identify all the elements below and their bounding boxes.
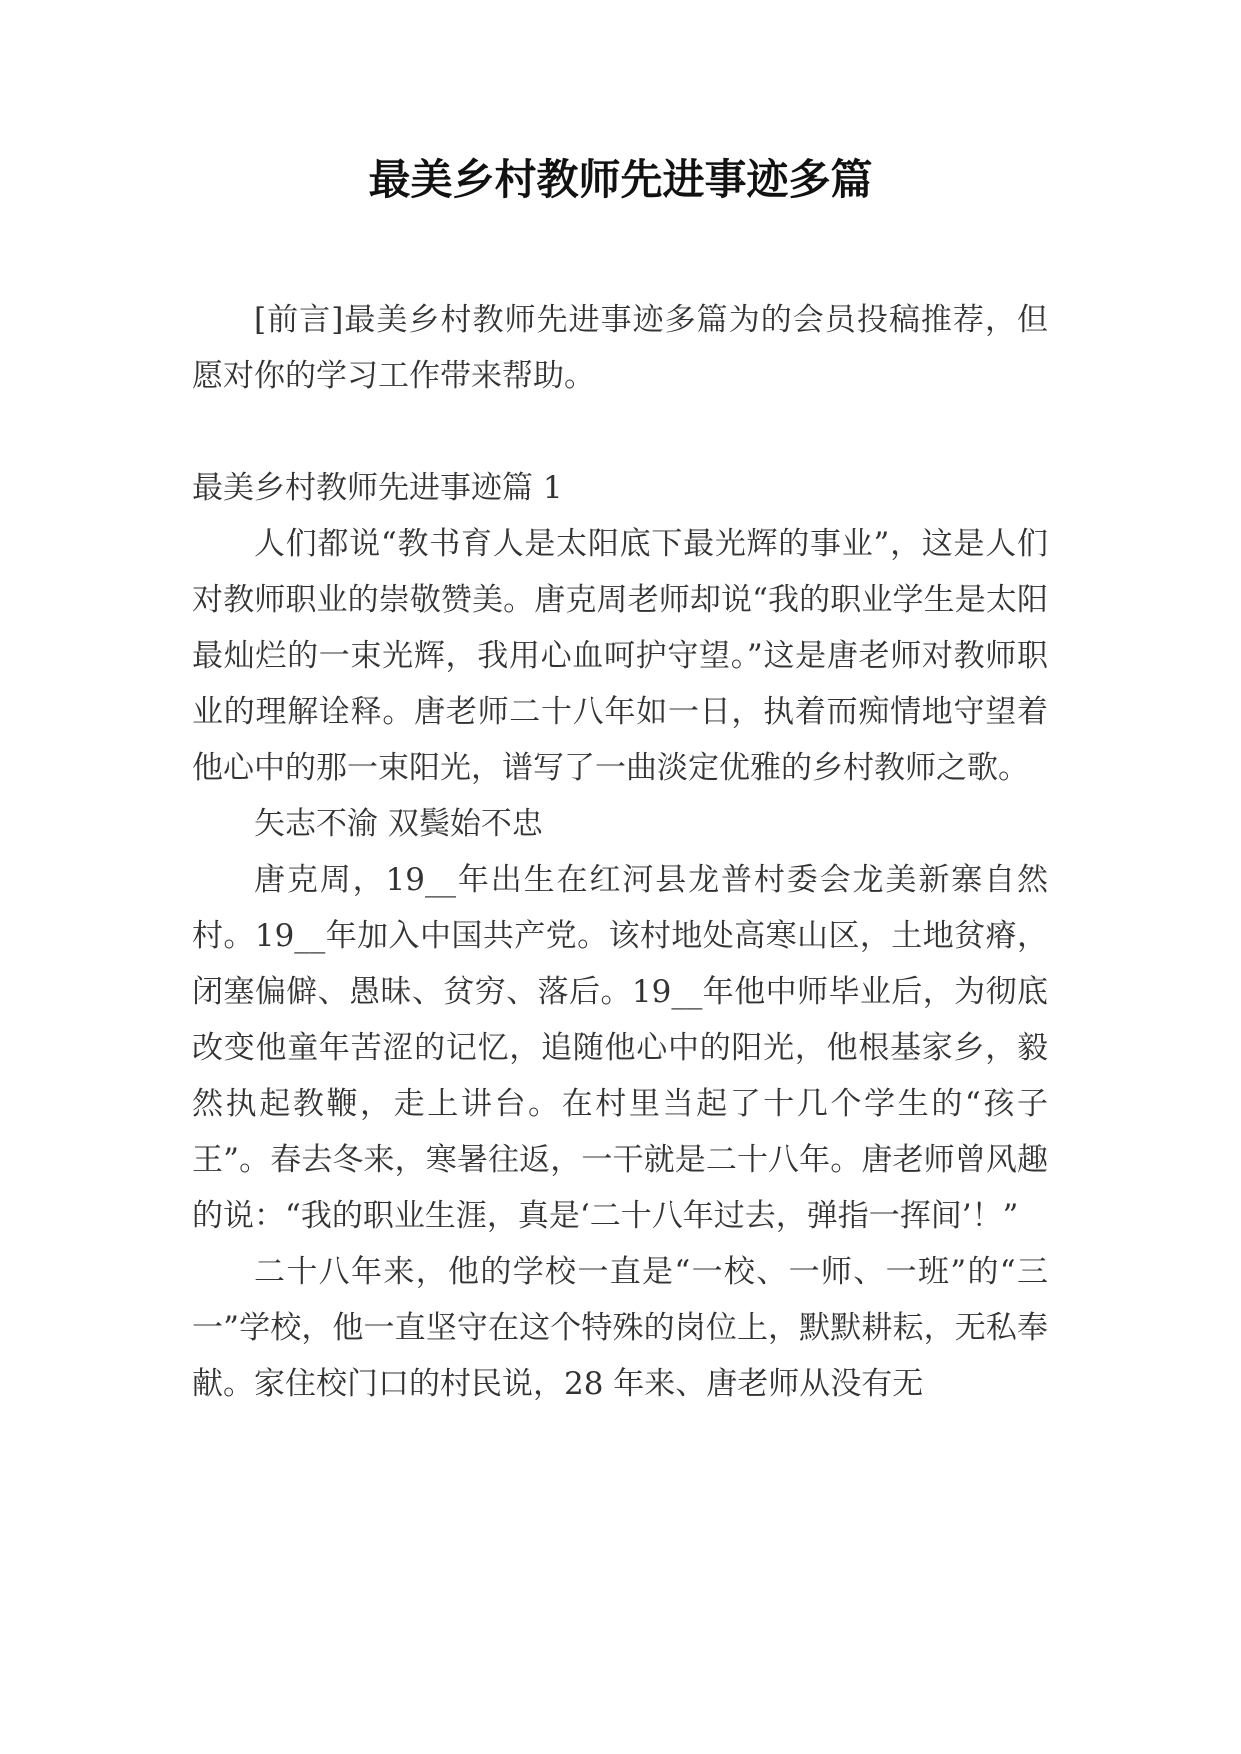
foreword-paragraph: [前言]最美乡村教师先进事迹多篇为的会员投稿推荐，但愿对你的学习工作带来帮助。 [192,302,1048,394]
document-title: 最美乡村教师先进事迹多篇 [368,155,873,204]
subheading-paragraph: 矢志不渝 双鬓始不忠 [254,806,543,842]
body-paragraph: 二十八年来，他的学校一直是“一校、一师、一班”的“三一”学校，他一直坚守在这个特殊的岗位上，默默耕耘，无私奉献。家住校门口的村民说，28 年来、唐老师从没有无 [192,1254,1048,1402]
document-body [192,292,1048,1412]
body-paragraph: 唐克周，19__年出生在红河县龙普村委会龙美新寨自然村。19__年加入中国共产党。该村地处高寒山区，土地贫瘠，闭塞偏僻、愚昧、贫穷、落后。19__年他中师毕业后，为彻底改变他童年苦涩的记忆，追随他心中的阳光，他根基家乡，毅然执起教鞭，走上讲台。在村里当起了十几个学生的“孩子王”。春去冬来，寒暑往返，一干就是二十八年。唐老师曾风趣的说：“我的职业生涯，真是‘二十八年过去，弹指一挥间’！” [192,862,1048,1234]
body-paragraph: 人们都说“教书育人是太阳底下最光辉的事业”，这是人们对教师职业的崇敬赞美。唐克周老师却说“我的职业学生是太阳最灿烂的一束光辉，我用心血呵护守望。”这是唐老师对教师职业的理解诠释。唐老师二十八年如一日，执着而痴情地守望着他心中的那一束阳光，谱写了一曲淡定优雅的乡村教师之歌。 [192,526,1048,786]
section-heading: 最美乡村教师先进事迹篇 1 [192,470,563,506]
